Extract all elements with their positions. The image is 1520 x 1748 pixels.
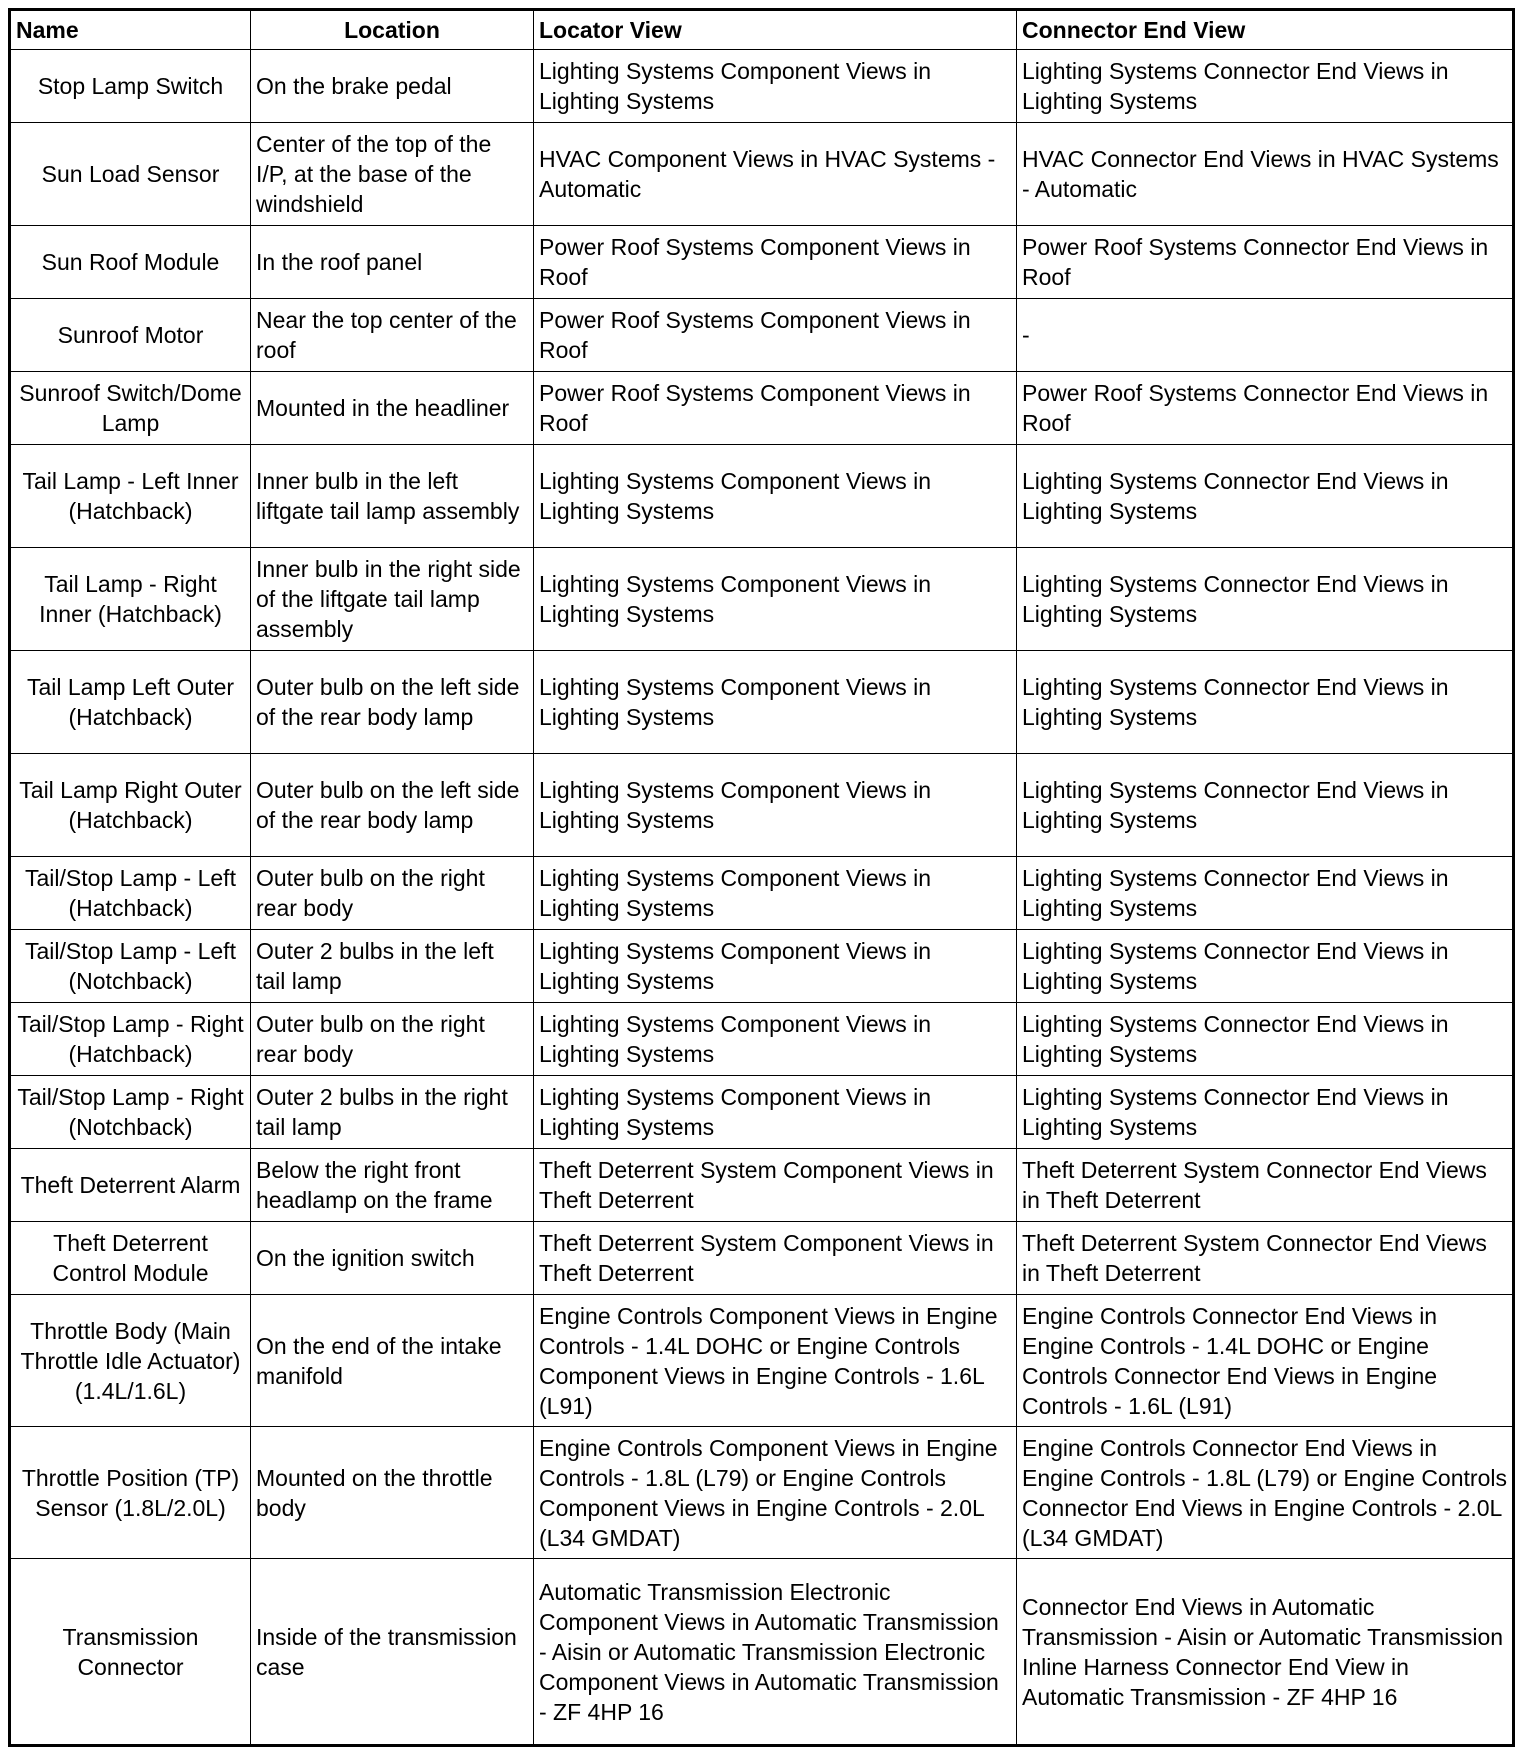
connector-end-view-cell: Connector End Views in Automatic Transmission - Aisin or Automatic Transmission Inline Harness Connector End View in Automatic Transmission - ZF 4HP 16 [1017,1559,1514,1746]
table-row [10,1076,1514,1149]
name-cell: Theft Deterrent Control Module [10,1222,251,1295]
table-row [10,299,1514,372]
connector-end-view-cell: Lighting Systems Connector End Views in Lighting Systems [1017,445,1514,548]
table-row [10,1222,1514,1295]
location-cell: Outer bulb on the right rear body [251,857,534,930]
connector-end-view-cell: Power Roof Systems Connector End Views in Roof [1017,226,1514,299]
location-cell: Mounted in the headliner [251,372,534,445]
connector-end-view-cell: - [1017,299,1514,372]
locator-view-cell: Theft Deterrent System Component Views in Theft Deterrent [534,1149,1017,1222]
location-cell: Inside of the transmission case [251,1559,534,1746]
location-cell: Below the right front headlamp on the frame [251,1149,534,1222]
name-cell: Stop Lamp Switch [10,50,251,123]
table-row [10,548,1514,651]
locator-view-cell: Lighting Systems Component Views in Lighting Systems [534,651,1017,754]
table-row [10,754,1514,857]
connector-end-view-cell: Lighting Systems Connector End Views in Lighting Systems [1017,754,1514,857]
location-cell: Outer bulb on the right rear body [251,1003,534,1076]
locator-view-cell: Lighting Systems Component Views in Lighting Systems [534,857,1017,930]
location-cell: Outer bulb on the left side of the rear body lamp [251,754,534,857]
name-cell: Tail/Stop Lamp - Left (Notchback) [10,930,251,1003]
name-cell: Tail/Stop Lamp - Right (Notchback) [10,1076,251,1149]
location-cell: Near the top center of the roof [251,299,534,372]
table-row [10,445,1514,548]
name-cell: Tail Lamp - Right Inner (Hatchback) [10,548,251,651]
header-location: Location [251,10,534,50]
locator-view-cell: Lighting Systems Component Views in Lighting Systems [534,1076,1017,1149]
name-cell: Tail Lamp Right Outer (Hatchback) [10,754,251,857]
location-cell: Mounted on the throttle body [251,1427,534,1559]
location-cell: On the end of the intake manifold [251,1295,534,1427]
header-row [10,10,1514,50]
table-row [10,226,1514,299]
location-cell: Outer 2 bulbs in the right tail lamp [251,1076,534,1149]
connector-end-view-cell: Engine Controls Connector End Views in Engine Controls - 1.8L (L79) or Engine Controls Connector End Views in Engine Controls - 2.0L (L34 GMDAT) [1017,1427,1514,1559]
name-cell: Sunroof Switch/Dome Lamp [10,372,251,445]
table-row [10,1427,1514,1559]
name-cell: Sunroof Motor [10,299,251,372]
location-cell: In the roof panel [251,226,534,299]
location-cell: Outer 2 bulbs in the left tail lamp [251,930,534,1003]
locator-view-cell: Engine Controls Component Views in Engine Controls - 1.8L (L79) or Engine Controls Component Views in Engine Controls - 2.0L (L34 GMDAT) [534,1427,1017,1559]
header-connector-end-view: Connector End View [1017,10,1514,50]
connector-end-view-cell: Lighting Systems Connector End Views in Lighting Systems [1017,1003,1514,1076]
locator-view-cell: Automatic Transmission Electronic Component Views in Automatic Transmission - Aisin or Automatic Transmission Electronic Component Views in Automatic Transmission - ZF 4HP 16 [534,1559,1017,1746]
table-row [10,123,1514,226]
connector-end-view-cell: Lighting Systems Connector End Views in Lighting Systems [1017,548,1514,651]
name-cell: Tail Lamp Left Outer (Hatchback) [10,651,251,754]
name-cell: Tail/Stop Lamp - Right (Hatchback) [10,1003,251,1076]
location-cell: On the brake pedal [251,50,534,123]
connector-end-view-cell: Lighting Systems Connector End Views in Lighting Systems [1017,1076,1514,1149]
connector-end-view-cell: Lighting Systems Connector End Views in Lighting Systems [1017,651,1514,754]
locator-view-cell: Theft Deterrent System Component Views in Theft Deterrent [534,1222,1017,1295]
location-cell: Inner bulb in the left liftgate tail lamp assembly [251,445,534,548]
location-cell: Inner bulb in the right side of the liftgate tail lamp assembly [251,548,534,651]
table-row [10,857,1514,930]
locator-view-cell: Lighting Systems Component Views in Lighting Systems [534,445,1017,548]
locator-view-cell: Power Roof Systems Component Views in Roof [534,226,1017,299]
name-cell: Sun Load Sensor [10,123,251,226]
connector-end-view-cell: Lighting Systems Connector End Views in Lighting Systems [1017,50,1514,123]
table-row [10,930,1514,1003]
locator-view-cell: Power Roof Systems Component Views in Roof [534,372,1017,445]
table-row [10,651,1514,754]
name-cell: Tail Lamp - Left Inner (Hatchback) [10,445,251,548]
header-locator-view: Locator View [534,10,1017,50]
locator-view-cell: Lighting Systems Component Views in Lighting Systems [534,50,1017,123]
location-cell: Outer bulb on the left side of the rear body lamp [251,651,534,754]
connector-end-view-cell: Theft Deterrent System Connector End Views in Theft Deterrent [1017,1149,1514,1222]
component-locator-table [8,8,1515,1747]
locator-view-cell: Engine Controls Component Views in Engine Controls - 1.4L DOHC or Engine Controls Component Views in Engine Controls - 1.6L (L91) [534,1295,1017,1427]
connector-end-view-cell: Lighting Systems Connector End Views in Lighting Systems [1017,857,1514,930]
table-row [10,1295,1514,1427]
name-cell: Throttle Position (TP) Sensor (1.8L/2.0L) [10,1427,251,1559]
name-cell: Tail/Stop Lamp - Left (Hatchback) [10,857,251,930]
table-row [10,50,1514,123]
connector-end-view-cell: Power Roof Systems Connector End Views in Roof [1017,372,1514,445]
table-row [10,1559,1514,1746]
table-row [10,1149,1514,1222]
name-cell: Throttle Body (Main Throttle Idle Actuator) (1.4L/1.6L) [10,1295,251,1427]
locator-view-cell: Lighting Systems Component Views in Lighting Systems [534,1003,1017,1076]
locator-view-cell: Lighting Systems Component Views in Lighting Systems [534,754,1017,857]
table-row [10,372,1514,445]
header-name: Name [10,10,251,50]
connector-end-view-cell: Engine Controls Connector End Views in Engine Controls - 1.4L DOHC or Engine Controls Connector End Views in Engine Controls - 1.6L (L91) [1017,1295,1514,1427]
name-cell: Theft Deterrent Alarm [10,1149,251,1222]
connector-end-view-cell: Lighting Systems Connector End Views in Lighting Systems [1017,930,1514,1003]
location-cell: On the ignition switch [251,1222,534,1295]
locator-view-cell: HVAC Component Views in HVAC Systems - Automatic [534,123,1017,226]
name-cell: Sun Roof Module [10,226,251,299]
connector-end-view-cell: HVAC Connector End Views in HVAC Systems - Automatic [1017,123,1514,226]
locator-view-cell: Lighting Systems Component Views in Lighting Systems [534,930,1017,1003]
location-cell: Center of the top of the I/P, at the base of the windshield [251,123,534,226]
connector-end-view-cell: Theft Deterrent System Connector End Views in Theft Deterrent [1017,1222,1514,1295]
locator-view-cell: Power Roof Systems Component Views in Roof [534,299,1017,372]
locator-view-cell: Lighting Systems Component Views in Lighting Systems [534,548,1017,651]
name-cell: Transmission Connector [10,1559,251,1746]
table-row [10,1003,1514,1076]
